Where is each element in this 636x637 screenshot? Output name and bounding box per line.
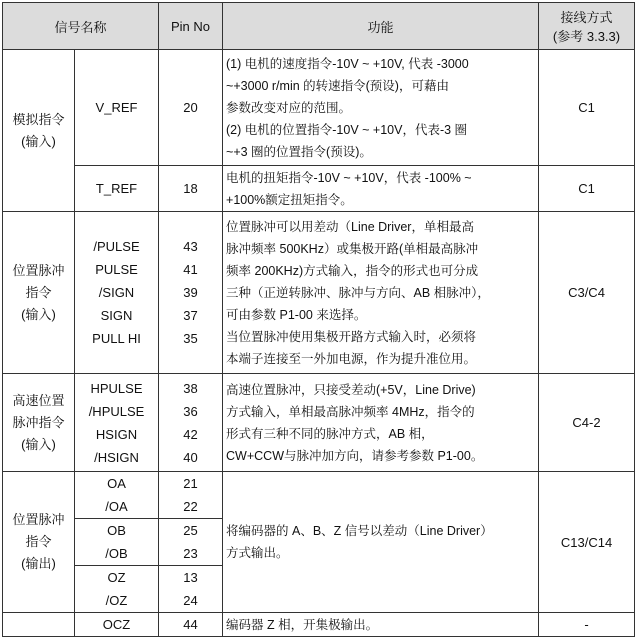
group-label-line: 指令 <box>25 534 52 549</box>
header-wiring-ref: (参考 3.3.3) <box>552 29 621 44</box>
signal-name: /HPULSE <box>88 403 145 419</box>
signal-spec-table <box>2 2 635 637</box>
function-line: 当位置脉冲使用集极开路方式输入时，必须将 <box>226 329 477 344</box>
group-label-line: 指令 <box>25 284 52 300</box>
signal-name: PULSE <box>95 262 138 277</box>
pin-number-list <box>159 212 223 374</box>
function-line: 方式输出。 <box>226 546 289 560</box>
function-line: 脉冲频率 500KHz）或集极开路(单相最高脉冲 <box>226 241 479 256</box>
signal-name: OZ <box>107 570 126 585</box>
signal-name: /OA <box>105 499 128 514</box>
function-line: +100%额定扭矩指令。 <box>226 192 353 207</box>
function-line: 三种（正逆转脉冲、脉冲与方向、AB 相脉冲）， <box>226 285 490 300</box>
pin-number: 22 <box>183 499 198 514</box>
group-label-line: 位置脉冲 <box>12 262 65 278</box>
function-line: 形式有三种不同的脉冲方式，AB 相， <box>226 426 434 441</box>
group-label-line: (输出) <box>21 556 56 571</box>
wiring-method: C4-2 <box>539 374 635 472</box>
row-vref <box>3 50 635 166</box>
group-label-line: 高速位置 <box>12 392 65 408</box>
pin-number: 42 <box>183 426 198 442</box>
pin-number: 25 <box>183 523 198 538</box>
group-position-pulse-input <box>3 212 75 374</box>
signal-name: OCZ <box>75 613 159 637</box>
signal-name: PULL HI <box>92 331 141 346</box>
function-line: 可由参数 P1-00 来选择。 <box>226 307 367 322</box>
signal-name-list <box>75 212 159 374</box>
function-line: (1) 电机的速度指令-10V ~ +10V, 代表 -3000 <box>226 56 469 71</box>
signal-name: OA <box>107 476 126 491</box>
group-label-line: (输入) <box>21 436 56 452</box>
signal-name-list <box>75 519 159 566</box>
function-description <box>223 166 539 212</box>
group-label-line: (输入) <box>21 133 56 149</box>
group-label-line: 位置脉冲 <box>12 512 65 527</box>
function-line: 将编码器的 A、B、Z 信号以差动（Line Driver） <box>226 524 493 538</box>
row-ocz <box>3 613 635 637</box>
wiring-method: C3/C4 <box>539 212 635 374</box>
pin-number: 38 <box>183 380 198 396</box>
signal-name: OB <box>107 523 126 538</box>
wiring-method: C13/C14 <box>539 472 635 613</box>
pin-number: 13 <box>183 570 198 585</box>
group-empty-cell <box>3 613 75 637</box>
header-wiring <box>539 3 635 50</box>
group-label-line: (输入) <box>21 306 56 322</box>
function-line: 高速位置脉冲，只接受差动(+5V，Line Drive) <box>226 382 476 397</box>
signal-name: /PULSE <box>93 239 140 254</box>
pin-number: 40 <box>183 449 198 465</box>
pin-number: 21 <box>183 476 198 491</box>
signal-name-list <box>75 566 159 613</box>
group-high-speed-pulse-input <box>3 374 75 472</box>
signal-name: V_REF <box>75 50 159 166</box>
pin-number: 24 <box>183 593 198 608</box>
signal-name-list <box>75 472 159 519</box>
pin-number: 23 <box>183 546 198 561</box>
row-tref <box>3 166 635 212</box>
function-description <box>223 212 539 374</box>
function-description <box>223 50 539 166</box>
function-line: 频率 200KHz)方式输入，指令的形式也可分成 <box>226 263 479 278</box>
header-signal-name: 信号名称 <box>3 3 159 50</box>
pin-number: 39 <box>183 285 198 300</box>
pin-number-list <box>159 519 223 566</box>
pin-number: 36 <box>183 403 198 419</box>
wiring-method: - <box>539 613 635 637</box>
group-label-line: 脉冲指令 <box>12 414 65 430</box>
function-description <box>223 472 539 613</box>
signal-name: /OZ <box>105 593 128 608</box>
pin-number: 20 <box>159 50 223 166</box>
header-row <box>3 3 635 50</box>
group-position-pulse-output <box>3 472 75 613</box>
function-line: 编码器 Z 相，开集极输出。 <box>226 617 379 632</box>
pin-number: 44 <box>159 613 223 637</box>
signal-name: HPULSE <box>90 380 143 396</box>
pin-number: 43 <box>183 239 198 254</box>
function-line: 本端子连接至一外加电源，作为提升准位用。 <box>226 351 477 366</box>
header-function: 功能 <box>223 3 539 50</box>
function-line: CW+CCW与脉冲加方向，请参考参数 P1-00。 <box>226 448 484 463</box>
wiring-method: C1 <box>539 50 635 166</box>
row-high-speed-pulse <box>3 374 635 472</box>
signal-name: /OB <box>105 546 128 561</box>
pin-number: 18 <box>159 166 223 212</box>
group-analog-command <box>3 50 75 212</box>
function-line: 位置脉冲可以用差动（Line Driver，单相最高 <box>226 219 474 234</box>
header-pin-no: Pin No <box>159 3 223 50</box>
pin-number-list <box>159 472 223 519</box>
row-position-pulse <box>3 212 635 374</box>
pin-number: 37 <box>183 308 198 323</box>
pin-number: 41 <box>183 262 198 277</box>
function-line: 参数改变对应的范围。 <box>226 100 352 115</box>
pin-number: 35 <box>183 331 198 346</box>
function-line: ~+3 圈的位置指令(预设)。 <box>226 144 372 159</box>
function-line: (2) 电机的位置指令-10V ~ +10V，代表-3 圈 <box>226 122 468 137</box>
wiring-method: C1 <box>539 166 635 212</box>
signal-name: T_REF <box>75 166 159 212</box>
function-line: ~+3000 r/min 的转速指令(预设)，可藉由 <box>226 78 449 93</box>
row-encoder-a <box>3 472 635 519</box>
signal-name: /SIGN <box>98 285 135 300</box>
signal-name-list <box>75 374 159 472</box>
function-line: 电机的扭矩指令-10V ~ +10V，代表 -100% ~ <box>226 170 472 185</box>
pin-number-list <box>159 566 223 613</box>
pin-number-list <box>159 374 223 472</box>
group-label-line: 模拟指令 <box>12 111 65 127</box>
signal-name: SIGN <box>100 308 133 323</box>
function-line: 方式输入，单相最高脉冲频率 4MHz，指令的 <box>226 404 475 419</box>
function-description <box>223 374 539 472</box>
function-description <box>223 613 539 637</box>
signal-name: /HSIGN <box>94 449 139 465</box>
header-wiring-label: 接线方式 <box>560 10 613 25</box>
signal-name: HSIGN <box>95 426 138 442</box>
